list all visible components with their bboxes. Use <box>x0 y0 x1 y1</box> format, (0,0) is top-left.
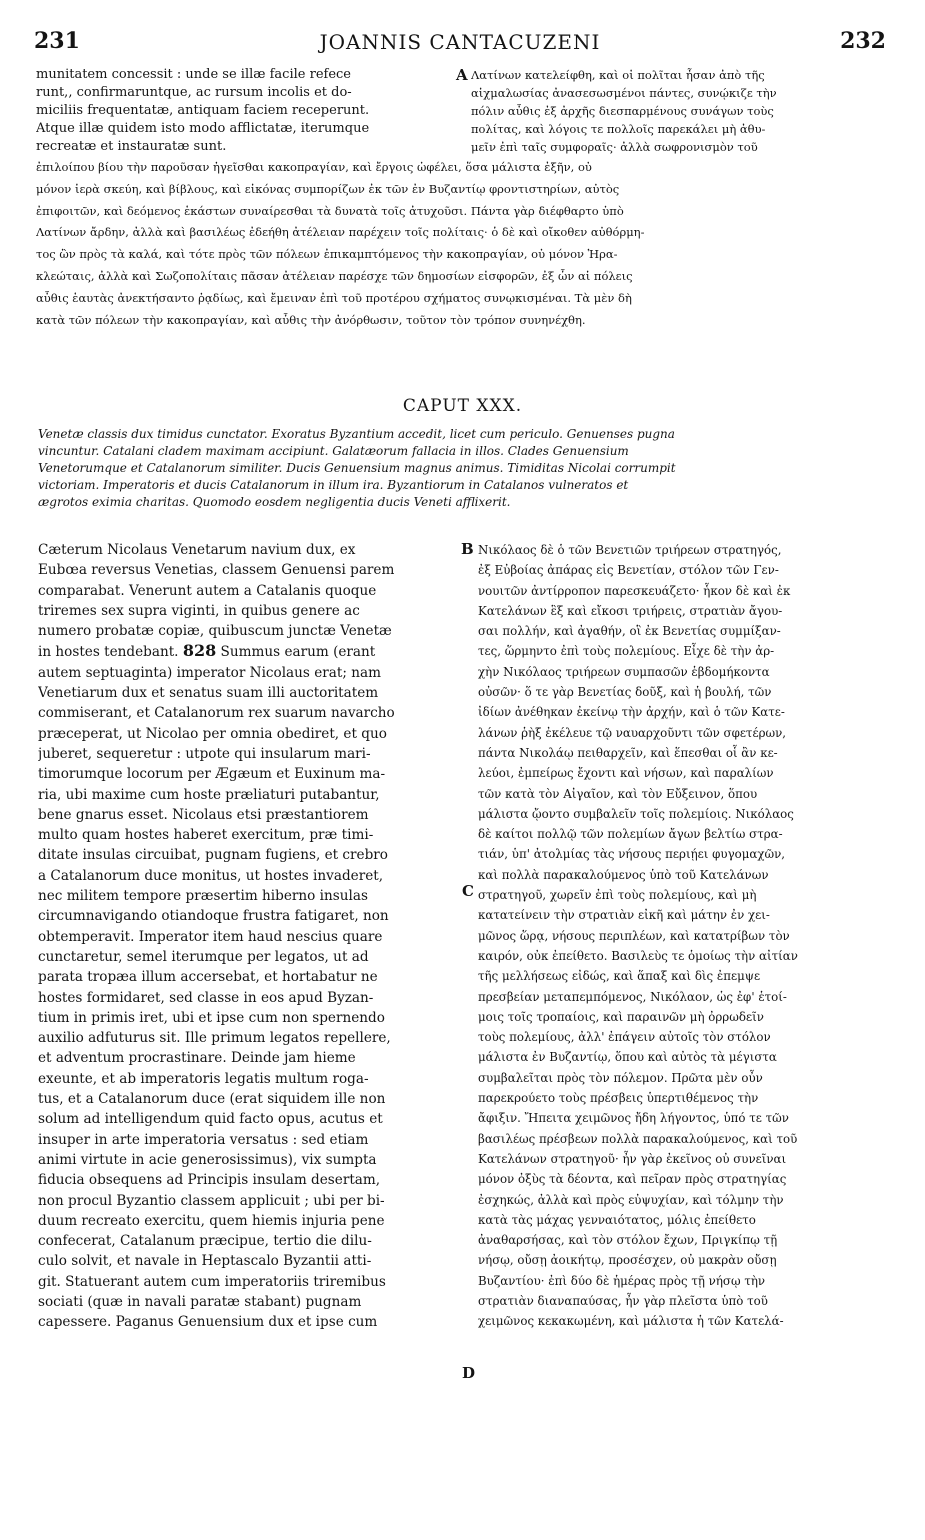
text-line: commiserant, et Catalanorum rex suarum navarcho <box>38 705 395 722</box>
text-fragment: in hostes tendebant. <box>38 644 179 661</box>
text-line: στρατηγοῦ, χωρεῖν ἐπὶ τοὺς πολεμίους, καὶ μὴ <box>478 888 757 903</box>
text-line: τοὺς πολεμίους, ἀλλ' ἐπάγειν αὐτοῖς τὸν στόλον <box>478 1030 771 1045</box>
text-line: Atque illæ quidem isto modo afflictatæ, iterumque <box>36 121 370 136</box>
margin-letter-a: A <box>456 66 468 84</box>
summary-line: victoriam. Imperatoris et ducis Catalanorum in illum ira. Byzantiorum in Catalanos vulneratos et <box>38 478 629 492</box>
latin-column <box>38 540 458 1333</box>
text-line: αἰχμαλωσίας ἀνασεσωσμένοι πάντες, συνῴκιζε τὴν <box>471 86 777 100</box>
text-line: μόνον ἱερὰ σκεύη, καὶ βίβλους, καὶ εἰκόνας συμπορίζων ἐκ τῶν ἐν Βυζαντίῳ φροντιστηρίων, αὐτὸς <box>36 181 620 196</box>
text-line: a Catalanorum duce monitus, ut hostes invaderet, <box>38 867 384 884</box>
summary-line: Venetorumque et Catalanorum similiter. Ducis Genuensium magnus animus. Timiditas Nicolai corrumpit <box>38 461 676 475</box>
text-line: πάντα Νικολάῳ πειθαρχεῖν, καὶ ἕπεσθαι οἷ ἂν κε- <box>478 745 778 760</box>
text-line: numero probatæ copiæ, quibuscum junctæ Venetæ <box>38 623 392 640</box>
chapter-summary <box>38 426 888 511</box>
text-line: ἐπιλοίπου βίου τὴν παροῦσαν ἡγεῖσθαι κακοπραγίαν, καὶ ἔργοις ὠφέλει, ὅσα μάλιστα ἐξῆν, οὐ <box>36 160 592 174</box>
text-line: Eubœa reversus Venetias, classem Genuensi parem <box>38 562 395 579</box>
top-greek-block <box>471 66 889 156</box>
text-line: μοις τοῖς τροπαίοις, καὶ παραινῶν μὴ ὀρρωδεῖν <box>478 1009 764 1024</box>
text-line: ἀναθαρσήσας, καὶ τὸν στόλον ἔχων, Πριγκίπῳ τῇ <box>478 1233 778 1248</box>
text-line: μῶνος ὥρᾳ, νήσους περιπλέων, καὶ κατατρίβων τὸν <box>478 928 790 943</box>
text-line: κατὰ τῶν πόλεων τὴν κακοπραγίαν, καὶ αὖθις τὴν ἀνόρθωσιν, τοῦτον τὸν τρόπον συνηνέχθη. <box>36 312 586 327</box>
margin-page-number: 828 <box>182 641 217 661</box>
text-line: Κατελάνων ἓξ καὶ εἴκοσι τριήρεις, στρατιὰν ἄγου- <box>478 603 783 618</box>
text-line: μάλιστα ἐν Βυζαντίῳ, ὅπου καὶ αὐτὸς τὰ μέγιστα <box>478 1050 777 1065</box>
text-line: λεύοι, ἐμπείρως ἔχοντι καὶ νήσων, καὶ παραλίων <box>478 766 774 781</box>
text-fragment: Summus earum (erant <box>216 644 376 661</box>
text-line: τος ὢν πρὸς τὰ καλά, καὶ τότε πρὸς τῶν πόλεων ἐπικαμπτόμενος τὴν κακοπραγίαν, οὐ μόνον Ἡρα- <box>36 247 618 262</box>
text-line: confecerat, Catalanum præcipue, tertio die dilu- <box>38 1233 372 1250</box>
text-line <box>38 641 458 662</box>
text-line: πρεσβείαν μεταπεμπόμενος, Νικόλαον, ὡς ἐφ' ἑτοί- <box>478 989 787 1004</box>
text-line: Βυζαντίου· ἐπὶ δύο δὲ ἡμέρας πρὸς τῇ νήσῳ τὴν <box>478 1273 766 1288</box>
text-line: ἐσχηκώς, ἀλλὰ καὶ πρὸς εὐψυχίαν, καὶ τόλμην τὴν <box>478 1192 784 1207</box>
text-line: culo solvit, et navale in Heptascalo Byzantii atti- <box>38 1253 372 1270</box>
text-line: μάλιστα ᾤοντο συμβαλεῖν τοῖς πολεμίοις. Νικόλαος <box>478 806 794 821</box>
text-line: fiducia obsequens ad Principis insulam desertam, <box>38 1172 381 1189</box>
text-line: λάνων ῥὴξ ἐκέλευε τῷ ναυαρχοῦντι τῶν σφετέρων, <box>478 725 787 740</box>
text-line: κατατείνειν τὴν στρατιὰν εἰκῆ καὶ μάτην ἐν χει- <box>478 908 770 923</box>
text-line: ἐξ Εὐβοίας ἀπάρας εἰς Βενετίαν, στόλον τῶν Γεν- <box>478 563 779 578</box>
text-line: αὖθις ἑαυτὰς ἀνεκτήσαντο ῥᾳδίως, καὶ ἔμειναν ἐπὶ τοῦ προτέρου σχήματος συνῳκισμέναι. Τὰ μὲν δὴ <box>36 290 632 305</box>
text-line: Λατίνων κατελείφθη, καὶ οἱ πολῖται ἦσαν ἀπὸ τῆς <box>471 68 765 82</box>
text-line: tium in primis iret, ubi et ipse cum non spernendo <box>38 1009 385 1026</box>
text-line: insuper in arte imperatoria versatus : sed etiam <box>38 1131 369 1148</box>
text-line: συμβαλεῖται πρὸς τὸν πόλεμον. Πρῶτα μὲν οὖν <box>478 1070 763 1085</box>
text-line: munitatem concessit : unde se illæ facile refece <box>36 67 351 82</box>
text-line: auxilio adfuturus sit. Ille primum legatos repellere, <box>38 1030 391 1047</box>
margin-letter-d: D <box>462 1364 476 1382</box>
summary-line: Venetæ classis dux timidus cunctator. Exoratus Byzantium accedit, licet cum periculo. Genuenses pugna <box>38 427 675 441</box>
text-line: οὐσῶν· ὅ τε γὰρ Βενετίας δοῦξ, καὶ ἡ βουλή, τῶν <box>478 685 772 700</box>
text-line: ἐπιφοιτῶν, καὶ δεόμενος ἑκάστων συναίρεσθαι τὰ δυνατὰ τοῖς ἀτυχοῦσι. Πάντα γὰρ διέφθαρτο ὑπὸ <box>36 203 624 218</box>
text-line: exeunte, et ab imperatoris legatis multum roga- <box>38 1070 369 1087</box>
text-line: πολίτας, καὶ λόγοις τε πολλοῖς παρεκάλει μὴ ἀθυ- <box>471 122 766 136</box>
text-line: ria, ubi maxime cum hoste præliaturi putabantur, <box>38 786 380 803</box>
text-line: δὲ καίτοι πολλῷ τῶν πολεμίων ἄγων βελτίω στρα- <box>478 827 783 842</box>
text-line: κατὰ τὰς μάχας γενναιότατος, μόλις ἐπείθετο <box>478 1212 756 1227</box>
text-line: bene gnarus esset. Nicolaus etsi præstantiorem <box>38 806 369 823</box>
text-line: μόνον ὀξὺς τὰ δέοντα, καὶ πεῖραν πρὸς στρατηγίας <box>478 1172 787 1187</box>
text-line: duum recreato exercitu, quem hiemis injuria pene <box>38 1212 385 1229</box>
text-line: sociati (quæ in navali paratæ stabant) pugnam <box>38 1293 362 1310</box>
running-header <box>34 28 886 60</box>
text-line: νουιτῶν ἀντίρροπον παρεσκευάζετο· ἧκον δὲ καὶ ἐκ <box>478 583 791 598</box>
text-line: multo quam hostes haberet exercitum, præ timi- <box>38 827 374 844</box>
text-line: hostes formidaret, sed classe in eos apud Byzan- <box>38 989 374 1006</box>
text-line: ἰδίων ἀνέθηκαν ἐκείνῳ τὴν ἀρχήν, καὶ ὁ τῶν Κατε- <box>478 705 785 720</box>
text-line: solum ad intelligendum quid facto opus, acutus et <box>38 1111 383 1128</box>
text-line: νήσῳ, οὔσῃ ἀοικήτῳ, προσέσχεν, οὐ μακρὰν οὔσῃ <box>478 1253 777 1268</box>
text-line: autem septuaginta) imperator Nicolaus erat; nam <box>38 664 381 681</box>
text-line: Λατίνων ἄρδην, ἀλλὰ καὶ βασιλέως ἐδεήθη ἀτέλειαν παρέχειν τοῖς πολίταις· ὁ δὲ καὶ οἴκοθεν αὐθόρμη- <box>36 225 645 240</box>
running-title: JOANNIS CANTACUZENI <box>319 30 601 54</box>
text-line: ditate insulas circuibat, pugnam fugiens, et crebro <box>38 847 388 864</box>
text-line: animi virtute in acie generosissimus), vix sumpta <box>38 1151 377 1168</box>
text-line: κλεώταις, ἀλλὰ καὶ Σωζοπολίταις πᾶσαν ἀτέλειαν παρέσχε τῶν δημοσίων εἰσφορῶν, ἐξ ὧν αἱ πόλεις <box>36 268 633 283</box>
text-line: Νικόλαος δὲ ὁ τῶν Βενετιῶν τριήρεων στρατηγός, <box>478 543 782 557</box>
text-line: καιρόν, οὐκ ἐπείθετο. Βασιλεὺς τε ὁμοίως τὴν αἰτίαν <box>478 948 798 963</box>
text-line: τῶν κατὰ τὸν Αἰγαῖον, καὶ τὸν Εὔξεινον, ὅπου <box>478 786 758 801</box>
text-line: βασιλέως πρέσβεων πολλὰ παρακαλούμενος, καὶ τοῦ <box>478 1131 798 1146</box>
margin-letter-c: C <box>462 882 474 900</box>
text-line: σαι πολλήν, καὶ ἀγαθήν, οἳ ἐκ Βενετίας συμμίξαν- <box>478 624 781 639</box>
text-line: nec militem tempore præsertim hiberno insulas <box>38 888 368 905</box>
text-line: στρατιὰν διαναπαύσας, ἦν γὰρ πλεῖστα ὑπὸ τοῦ <box>478 1293 768 1308</box>
text-line: parata tropæa illum accersebat, et hortabatur ne <box>38 969 378 986</box>
text-line: Κατελάνων στρατηγοῦ· ἦν γὰρ ἐκεῖνος οὐ συνεῖναι <box>478 1151 787 1166</box>
greek-column <box>478 540 893 1332</box>
text-line: Venetiarum dux et senatus suam illi auctoritatem <box>38 685 379 702</box>
full-width-greek-block <box>36 157 888 331</box>
text-line: καὶ πολλὰ παρακαλούμενος ὑπὸ τοῦ Κατελάνων <box>478 867 769 882</box>
chapter-heading: CAPUT XXX. <box>402 396 523 416</box>
text-line: τες, ὥρμηντο ἐπὶ τοὺς πολεμίους. Εἶχε δὲ τὴν ἀρ- <box>478 644 775 659</box>
text-line: triremes sex supra viginti, in quibus genere ac <box>38 602 360 619</box>
text-line: timorumque locorum per Ægæum et Euxinum ma- <box>38 766 386 783</box>
text-line: recreatæ et instauratæ sunt. <box>36 139 227 154</box>
text-line: circumnavigando otiandoque frustra fatigaret, non <box>38 908 389 925</box>
text-line: miciliis frequentatæ, antiquam faciem receperunt. <box>36 103 370 118</box>
text-line: runt,, confirmaruntque, ac rursum incolis et do- <box>36 85 352 100</box>
text-line: non procul Byzantio classem applicuit ; ubi per bi- <box>38 1192 385 1209</box>
summary-line: vincuntur. Catalani cladem maximam accipiunt. Galatæorum fallacia in illos. Clades Genuensium <box>38 444 629 458</box>
text-line: tus, et a Catalanorum duce (erat siquidem ille non <box>38 1091 386 1108</box>
text-line: πόλιν αὖθις ἐξ ἀρχῆς διεσπαρμένους συνάγων τοὺς <box>471 104 774 118</box>
text-line: capessere. Paganus Genuensium dux et ipse cum <box>38 1314 378 1331</box>
text-line: cunctaretur, semel iterumque per legatos, ut ad <box>38 948 369 965</box>
text-line: præceperat, ut Nicolao per omnia obediret, et quo <box>38 725 387 742</box>
text-line: τῆς μελλήσεως εἰδώς, καὶ ἅπαξ καὶ δὶς ἐπεμψε <box>478 969 761 984</box>
top-latin-block <box>36 66 454 156</box>
margin-letter-b: B <box>461 540 474 558</box>
page-number-right: 232 <box>840 28 886 54</box>
text-line: et adventum procrastinare. Deinde jam hieme <box>38 1050 356 1067</box>
text-line: Cæterum Nicolaus Venetarum navium dux, ex <box>38 542 356 558</box>
text-line: comparabat. Venerunt autem a Catalanis quoque <box>38 582 377 599</box>
text-line: χὴν Νικόλαος τριήρεων συμπασῶν ἑβδομήκοντα <box>478 664 770 679</box>
text-line: git. Statuerant autem cum imperatoriis triremibus <box>38 1273 386 1290</box>
text-line: μεῖν ἐπὶ ταῖς συμφοραῖς· ἀλλὰ σωφρονισμὸν τοῦ <box>471 140 758 154</box>
text-line: χειμῶνος κεκακωμένη, καὶ μάλιστα ἡ τῶν Κατελά- <box>478 1314 784 1329</box>
text-line: juberet, sequeretur : utpote qui insularum mari- <box>38 745 371 762</box>
text-line: ἄφιξιν. Ἤπειτα χειμῶνος ἤδη λήγοντος, ὑπό τε τῶν <box>478 1111 789 1126</box>
summary-line: ægrotos eximia charitas. Quomodo eosdem negligentia ducis Veneti afflixerit. <box>38 495 511 509</box>
text-line: παρεκρούετο τοὺς πρέσβεις ὑπερτιθέμενος τὴν <box>478 1091 759 1106</box>
page-number-left: 231 <box>34 28 80 54</box>
text-line: obtemperavit. Imperator item haud nescius quare <box>38 928 383 945</box>
text-line: τιάν, ὑπ' ἀτολμίας τὰς νήσους περιῄει φυγομαχῶν, <box>478 847 786 862</box>
